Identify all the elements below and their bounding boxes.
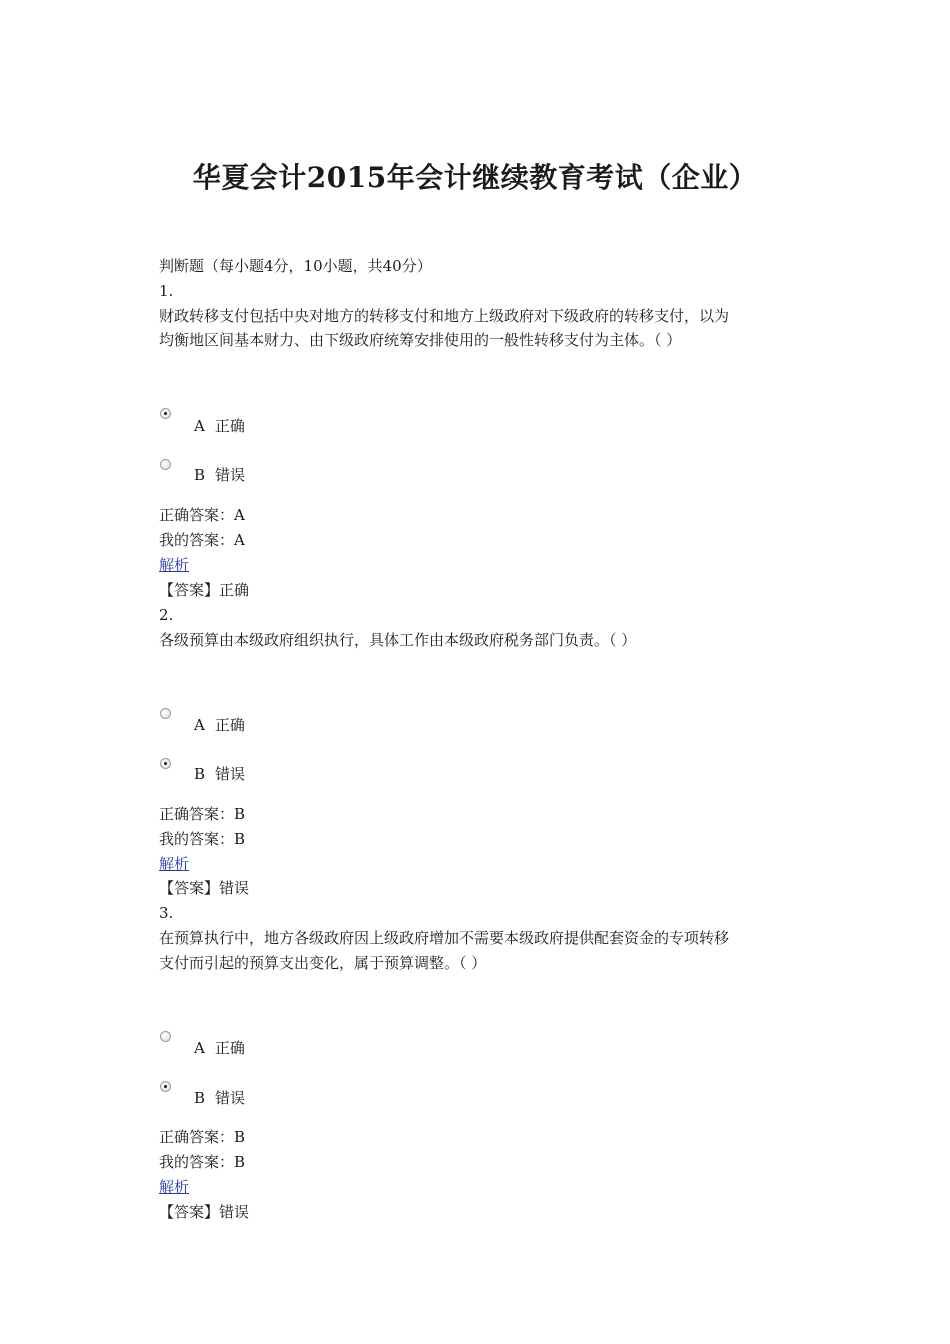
question-3-option-b-radio[interactable] (160, 1081, 171, 1092)
section-heading: 判断题（每小题4分，10小题，共40分） (159, 257, 432, 275)
question-1-option-b (194, 463, 245, 487)
question-1-correct-answer: 正确答案：A (159, 506, 245, 524)
option-letter: A (194, 716, 205, 734)
question-2-my-answer: 我的答案：B (159, 830, 246, 848)
question-3-number: 3. (159, 904, 174, 922)
question-1-answer-note: 【答案】正确 (159, 581, 250, 599)
option-label: 正确 (214, 716, 245, 734)
question-2-option-b-radio[interactable] (160, 758, 171, 769)
option-label: 错误 (215, 765, 246, 783)
question-3-option-a-radio[interactable] (160, 1031, 171, 1042)
option-label: 错误 (215, 466, 246, 484)
question-2-option-a-radio[interactable] (160, 708, 171, 719)
option-label: 正确 (214, 417, 245, 435)
question-1-my-answer: 我的答案：A (159, 531, 245, 549)
option-letter: B (194, 1089, 206, 1107)
question-3-correct-answer: 正确答案：B (159, 1128, 246, 1146)
question-2-option-b (194, 762, 245, 786)
question-3-my-answer: 我的答案：B (159, 1153, 246, 1171)
question-2-option-a (194, 713, 245, 737)
option-letter: A (194, 1039, 205, 1057)
question-3-analysis-link[interactable]: 解析 (159, 1178, 190, 1196)
question-3-text-line-1: 在预算执行中，地方各级政府因上级政府增加不需要本级政府提供配套资金的专项转移 (159, 929, 730, 947)
question-1-option-a (194, 414, 245, 438)
question-2-answer-note: 【答案】错误 (159, 879, 250, 897)
option-label: 错误 (215, 1089, 246, 1107)
question-1-text-line-1: 财政转移支付包括中央对地方的转移支付和地方上级政府对下级政府的转移支付，以为 (159, 307, 730, 325)
question-1-text-line-2: 均衡地区间基本财力、由下级政府统筹安排使用的一般性转移支付为主体。（ ） (159, 331, 682, 349)
document-title: 华夏会计2015年会计继续教育考试（企业） (192, 161, 758, 194)
question-1-option-a-radio[interactable] (160, 408, 171, 419)
question-2-number: 2. (159, 606, 174, 624)
question-3-text-line-2: 支付而引起的预算支出变化，属于预算调整。（ ） (159, 954, 487, 972)
option-letter: B (194, 466, 206, 484)
option-letter: A (194, 417, 205, 435)
question-1-option-b-radio[interactable] (160, 459, 171, 470)
question-1-analysis-link[interactable]: 解析 (159, 556, 190, 574)
question-3-option-b (194, 1086, 245, 1110)
question-3-option-a (194, 1036, 245, 1060)
option-label: 正确 (214, 1039, 245, 1057)
question-2-analysis-link[interactable]: 解析 (159, 855, 190, 873)
question-2-text-line-1: 各级预算由本级政府组织执行，具体工作由本级政府税务部门负责。（ ） (159, 631, 637, 649)
question-1-number: 1. (159, 282, 174, 300)
option-letter: B (194, 765, 206, 783)
question-2-correct-answer: 正确答案：B (159, 805, 246, 823)
question-3-answer-note: 【答案】错误 (159, 1203, 250, 1221)
